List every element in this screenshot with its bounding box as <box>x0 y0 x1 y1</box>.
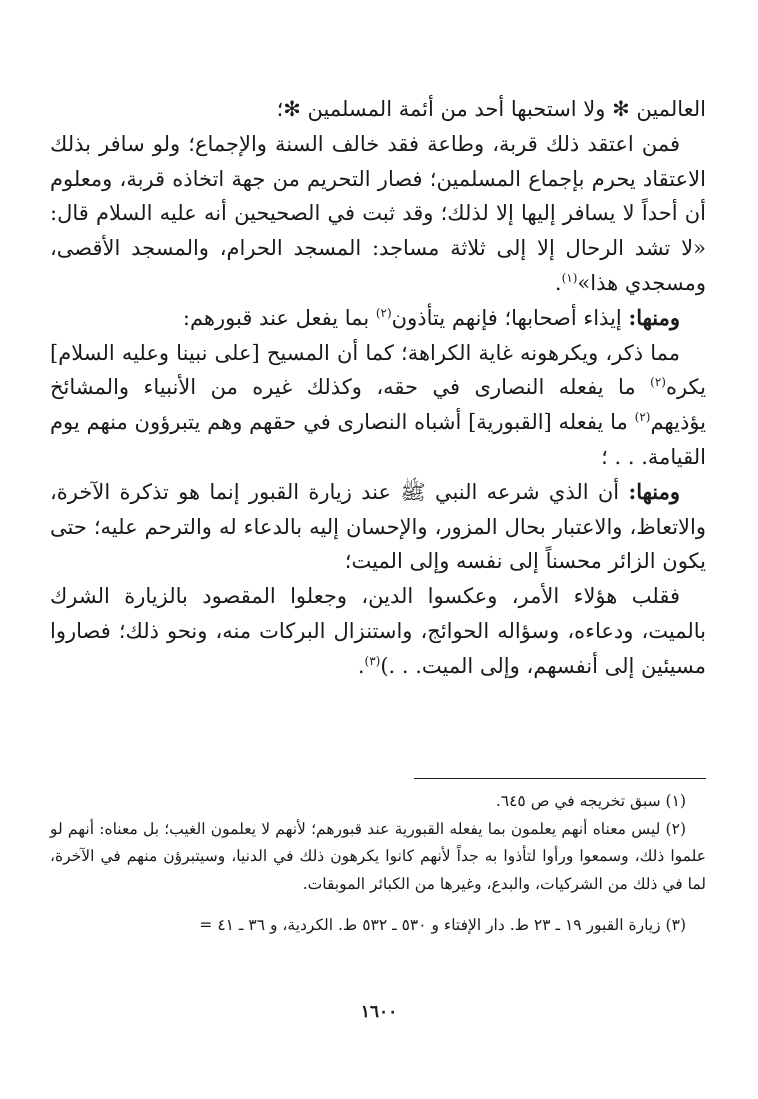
footnote-ref-2b: (٢) <box>650 375 666 390</box>
paragraph-2-end: . <box>554 270 562 295</box>
paragraph-2-text: فمن اعتقد ذلك قربة، وطاعة فقد خالف السنة والإجماع؛ ولو سافر بذلك الاعتقاد يحرم بإجماع المسلمين؛ فصار التحريم من جهة اتخاذه قربة، ومعلوم أن أحداً لا يسافر إليها إلا لذلك؛ وقد ثبت في الصحيحين أنه عليه السلام قال: «لا تشد الرحال إلا إلى ثلاثة مساجد: المسجد الحرام، والمسجد الأقصى، ومسجدي هذا» <box>50 131 706 295</box>
paragraph-4-text-a: مما ذكر، ويكرهونه غاية الكراهة؛ كما أن المسيح [على نبينا وعليه السلام] يكره <box>50 340 706 400</box>
footnote-divider <box>414 778 706 779</box>
paragraph-3-lead: ومنها: <box>628 304 680 330</box>
paragraph-3 <box>50 301 706 336</box>
footnotes <box>50 788 706 940</box>
paragraph-5 <box>50 475 706 579</box>
footnote-ref-2: (٢) <box>375 305 392 320</box>
main-text <box>50 92 706 684</box>
paragraph-1-text: العالمين ✻ ولا استحبها أحد من أئمة المسلمين ✻؛ <box>276 97 706 121</box>
page-number: ١٦٠٠ <box>360 1002 398 1022</box>
paragraph-5-lead: ومنها: <box>628 478 680 504</box>
paragraph-3-text-a: إيذاء أصحابها؛ فإنهم يتأذون <box>391 305 629 330</box>
paragraph-5-text: أن الذي شرعه النبي ﷺ عند زيارة القبور إنما هو تذكرة الآخرة، والاتعاظ، والاعتبار بحال المزور، والإحسان إليه بالدعاء له والترحم عليه؛ حتى يكون الزائر محسناً إلى نفسه وإلى الميت؛ <box>50 479 706 574</box>
paragraph-3-text-b: بما يفعل عند قبورهم: <box>182 305 376 330</box>
footnote-2: (٢) ليس معناه أنهم يعلمون بما يفعله القبورية عند قبورهم؛ لأنهم لا يعلمون الغيب؛ بل معناه: أنهم لو علموا ذلك، وسمعوا ورأوا لتأذوا به جداً لأنهم كانوا يكرهون ذلك في الدنيا، وسيتبرؤن منهم في الآخرة، لما في ذلك من الشركيات، والبدع، وغيرها من الكبائر الموبقات. <box>50 819 706 893</box>
paragraph-4-text-b: ما يفعله النصارى في حقه، وكذلك غيره من الأنبياء والمشائخ يؤذيهم <box>50 375 706 435</box>
footnote-ref-1: (١) <box>561 270 578 285</box>
footnote-ref-3: (٣) <box>364 653 381 668</box>
paragraph-4-text-c: ما يفعله [القبورية] أشباه النصارى في حقهم وهم يتبرؤون منهم يوم القيامة. . . ؛ <box>50 410 706 469</box>
paragraph-1 <box>50 92 706 127</box>
paragraph-6-text: فقلب هؤلاء الأمر، وعكسوا الدين، وجعلوا المقصود بالزيارة الشرك بالميت، ودعاءه، وسؤاله الحوائج، واستنزال البركات منه، ونحو ذلك؛ فصاروا مسيئين إلى أنفسهم، وإلى الميت. . .) <box>50 584 706 678</box>
footnote-ref-2c: (٢) <box>634 410 651 425</box>
paragraph-4 <box>50 336 706 475</box>
paragraph-2 <box>50 127 706 301</box>
paragraph-6 <box>50 579 706 683</box>
paragraph-6-end: . <box>357 653 365 678</box>
footnote-3: (٣) زيارة القبور ١٩ ـ ٢٣ ط. دار الإفتاء و ٥٣٠ ـ ٥٣٢ ط. الكردية، و ٣٦ ـ ٤١ = <box>199 916 686 934</box>
footnote-1: (١) سبق تخريجه في ص ٦٤٥. <box>495 792 686 810</box>
